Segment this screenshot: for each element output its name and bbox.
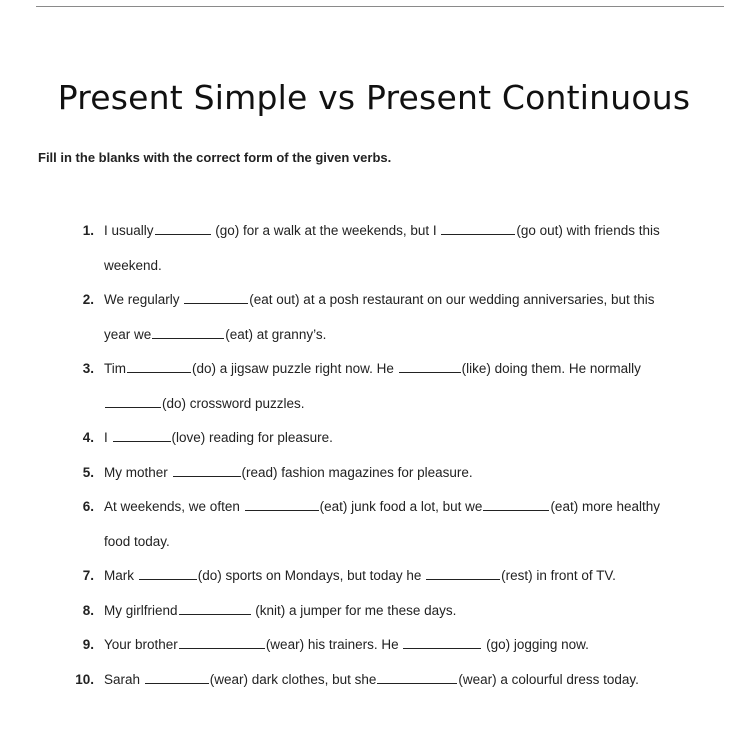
exercise-item: [0, 594, 748, 629]
answer-blank[interactable]: [155, 221, 211, 235]
answer-blank[interactable]: [113, 428, 171, 442]
item-number: 4.: [82, 430, 94, 445]
item-text: I usually: [104, 223, 154, 238]
answer-blank[interactable]: [145, 670, 209, 684]
item-text: (eat) more healthy: [550, 499, 660, 514]
item-text: Your brother: [104, 637, 178, 652]
instructions: Fill in the blanks with the correct form of the given verbs.: [38, 150, 392, 165]
item-number: 9.: [82, 637, 94, 652]
exercise-item: [0, 283, 748, 352]
item-text: (wear) dark clothes, but she: [209, 671, 377, 687]
answer-blank[interactable]: [179, 635, 265, 649]
item-number: 7.: [82, 568, 94, 583]
exercise-item: [0, 490, 748, 559]
answer-blank[interactable]: [184, 290, 248, 304]
item-number: 1.: [82, 223, 94, 238]
item-text: (eat) junk food a lot, but we: [319, 499, 483, 514]
exercise-item: [0, 214, 748, 283]
item-text: (wear) his trainers. He: [265, 637, 403, 652]
item-text: My girlfriend: [104, 602, 178, 618]
item-text: (do) crossword puzzles.: [162, 395, 305, 411]
item-text: year we: [104, 326, 152, 342]
item-text: (eat out) at a posh restaurant on our wedding anniversaries, but this: [249, 292, 655, 307]
item-text: Mark: [104, 568, 138, 583]
exercise-item: [0, 456, 748, 491]
top-divider: [36, 6, 724, 7]
item-number: 3.: [82, 361, 94, 376]
item-text: (read) fashion magazines for pleasure.: [241, 464, 473, 480]
item-number: 5.: [82, 464, 94, 480]
item-text: (do) a jigsaw puzzle right now. He: [192, 361, 398, 376]
answer-blank[interactable]: [245, 497, 319, 511]
item-text: (wear) a colourful dress today.: [458, 671, 639, 687]
exercise-item: [0, 663, 748, 698]
answer-blank[interactable]: [403, 635, 481, 649]
item-text: (eat) at granny’s.: [225, 326, 327, 342]
item-text: (go) jogging now.: [482, 637, 589, 652]
item-text: (do) sports on Mondays, but today he: [197, 568, 426, 583]
answer-blank[interactable]: [441, 221, 515, 235]
item-text: (go) for a walk at the weekends, but I: [211, 223, 441, 238]
item-text: (like) doing them. He normally: [461, 361, 641, 376]
answer-blank[interactable]: [377, 670, 457, 684]
item-text: (go out) with friends this: [516, 223, 660, 238]
exercise-item: [0, 421, 748, 456]
item-text: (rest) in front of TV.: [501, 568, 616, 583]
item-text: I: [104, 430, 112, 445]
item-text: (love) reading for pleasure.: [171, 430, 333, 445]
exercise-item: [0, 352, 748, 421]
item-text: We regularly: [104, 292, 184, 307]
item-text: Tim: [104, 361, 126, 376]
answer-blank[interactable]: [426, 566, 500, 580]
answer-blank[interactable]: [173, 463, 241, 477]
item-text: Sarah: [104, 671, 144, 687]
answer-blank[interactable]: [179, 601, 251, 615]
answer-blank[interactable]: [399, 359, 461, 373]
item-text: At weekends, we often: [104, 499, 244, 514]
item-number: 8.: [82, 602, 94, 618]
item-text: weekend.: [104, 257, 162, 273]
item-number: 10.: [75, 671, 94, 687]
item-number: 2.: [82, 292, 94, 307]
page-title: Present Simple vs Present Continuous: [57, 78, 691, 118]
answer-blank[interactable]: [139, 566, 197, 580]
item-number: 6.: [82, 499, 94, 514]
exercise-item: [0, 628, 748, 663]
answer-blank[interactable]: [105, 394, 161, 408]
answer-blank[interactable]: [152, 325, 224, 339]
item-text: (knit) a jumper for me these days.: [251, 602, 457, 618]
exercise-item: [0, 559, 748, 594]
answer-blank[interactable]: [127, 359, 191, 373]
exercise-list: [0, 214, 748, 697]
answer-blank[interactable]: [483, 497, 549, 511]
item-text: food today.: [104, 533, 170, 549]
item-text: My mother: [104, 464, 172, 480]
